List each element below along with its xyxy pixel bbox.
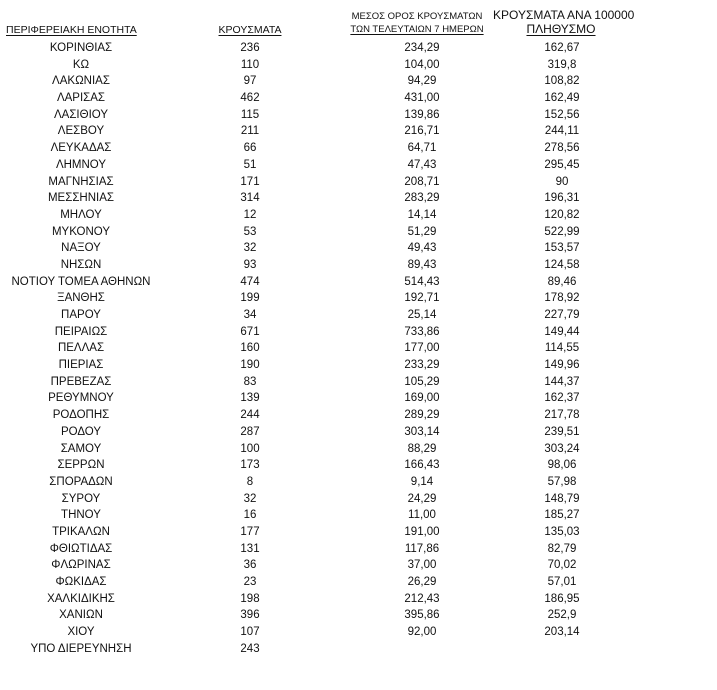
table-row xyxy=(0,290,717,307)
table-row xyxy=(0,357,717,374)
table-row xyxy=(0,140,717,157)
avg-7-days-cell: 289,29 xyxy=(404,409,440,422)
header-per-100000 xyxy=(493,8,635,36)
cases-cell: 139 xyxy=(240,392,260,405)
cases-cell: 236 xyxy=(240,42,260,54)
header-per-line1: ΚΡΟΥΣΜΑΤΑ ΑΝΑ 100000 xyxy=(493,8,635,22)
region-cell: ΛΕΣΒΟΥ xyxy=(57,125,105,138)
region-cell: ΠΕΙΡΑΙΩΣ xyxy=(54,325,108,338)
table-row xyxy=(0,40,717,57)
avg-7-days-cell: 514,43 xyxy=(404,275,440,288)
region-cell: ΠΕΛΛΑΣ xyxy=(57,342,105,355)
region-cell: ΛΑΡΙΣΑΣ xyxy=(56,92,106,105)
cases-cell: 287 xyxy=(240,425,260,438)
region-cell: ΡΟΔΟΥ xyxy=(60,425,102,438)
region-cell: ΛΑΚΩΝΙΑΣ xyxy=(52,75,110,88)
table-row xyxy=(0,424,717,441)
region-cell: ΠΑΡΟΥ xyxy=(61,309,101,321)
avg-7-days-cell: 166,43 xyxy=(404,459,440,472)
region-cell: ΧΑΝΙΩΝ xyxy=(59,609,103,622)
per-100000-cell: 185,27 xyxy=(544,509,580,522)
table-row xyxy=(0,641,717,658)
cases-cell: 211 xyxy=(240,125,260,138)
region-cell: ΧΙΟΥ xyxy=(67,626,95,639)
cases-cell: 23 xyxy=(243,576,257,588)
per-100000-cell: 178,92 xyxy=(544,292,580,305)
cases-cell: 198 xyxy=(240,592,260,605)
cases-cell: 36 xyxy=(243,559,257,572)
cases-cell: 51 xyxy=(243,158,257,171)
per-100000-cell: 152,56 xyxy=(544,108,580,121)
table-row xyxy=(0,307,717,324)
per-100000-cell: 90 xyxy=(555,175,569,188)
cases-cell: 100 xyxy=(240,442,260,455)
region-cell: ΛΑΣΙΘΙΟΥ xyxy=(53,108,109,121)
region-cell: ΤΡΙΚΑΛΩΝ xyxy=(52,525,110,538)
table-row xyxy=(0,574,717,591)
table-row xyxy=(0,374,717,391)
cases-cell: 110 xyxy=(240,58,260,71)
avg-7-days-cell: 117,86 xyxy=(404,542,440,555)
region-cell: ΣΥΡΟΥ xyxy=(61,492,101,505)
header-avg-7-days xyxy=(326,10,508,36)
avg-7-days-cell: 49,43 xyxy=(407,242,437,255)
table-row xyxy=(0,73,717,90)
region-cell: ΚΟΡΙΝΘΙΑΣ xyxy=(49,42,113,54)
cases-cell: 32 xyxy=(243,492,257,505)
region-cell: ΛΕΥΚΑΔΑΣ xyxy=(50,142,112,155)
per-100000-cell: 162,67 xyxy=(544,42,580,54)
avg-7-days-cell: 208,71 xyxy=(404,175,440,188)
table-row xyxy=(0,107,717,124)
table-row xyxy=(0,507,717,524)
cases-cell: 107 xyxy=(240,626,260,639)
header-region: ΠΕΡΙΦΕΡΕΙΑΚΗ ΕΝΟΤΗΤΑ xyxy=(6,24,137,36)
per-100000-cell: 82,79 xyxy=(547,542,577,555)
avg-7-days-cell: 24,29 xyxy=(407,492,437,505)
region-cell: ΞΑΝΘΗΣ xyxy=(57,292,105,305)
avg-7-days-cell: 11,00 xyxy=(408,509,436,522)
region-cell: ΦΘΙΩΤΙΔΑΣ xyxy=(49,542,113,555)
per-100000-cell: 217,78 xyxy=(544,409,580,422)
header-per-line2: ΠΛΗΘΥΣΜΟ xyxy=(526,22,596,36)
avg-7-days-cell: 191,00 xyxy=(404,525,440,538)
table-row xyxy=(0,557,717,574)
table-row xyxy=(0,240,717,257)
cases-cell: 671 xyxy=(240,325,260,338)
region-cell: ΧΑΛΚΙΔΙΚΗΣ xyxy=(47,592,115,605)
region-cell: ΜΗΛΟΥ xyxy=(60,208,102,221)
per-100000-cell: 303,24 xyxy=(544,442,580,455)
avg-7-days-cell: 303,14 xyxy=(404,425,440,438)
table-row xyxy=(0,441,717,458)
per-100000-cell: 148,79 xyxy=(544,492,580,505)
table-row xyxy=(0,457,717,474)
cases-cell: 173 xyxy=(240,459,260,472)
table-row xyxy=(0,407,717,424)
per-100000-cell: 120,82 xyxy=(544,208,580,221)
avg-7-days-cell: 283,29 xyxy=(404,192,440,205)
table-row xyxy=(0,90,717,107)
region-cell: ΣΑΜΟΥ xyxy=(60,442,102,455)
avg-7-days-cell: 26,29 xyxy=(407,576,437,588)
table-row xyxy=(0,491,717,508)
avg-7-days-cell: 733,86 xyxy=(404,325,440,338)
per-100000-cell: 244,11 xyxy=(544,125,580,138)
table-row xyxy=(0,340,717,357)
cases-cell: 83 xyxy=(243,375,257,388)
table-row xyxy=(0,591,717,608)
table-row xyxy=(0,57,717,74)
per-100000-cell: 98,06 xyxy=(547,459,577,472)
per-100000-cell: 108,82 xyxy=(544,75,580,88)
region-cell: ΛΗΜΝΟΥ xyxy=(55,158,107,171)
table-row xyxy=(0,174,717,191)
cases-cell: 115 xyxy=(240,108,260,121)
region-cell: ΣΠΟΡΑΔΩΝ xyxy=(49,475,113,488)
cases-cell: 16 xyxy=(243,509,257,522)
region-cell: ΜΑΓΝΗΣΙΑΣ xyxy=(48,175,114,188)
cases-cell: 199 xyxy=(240,292,260,305)
header-avg-line1: ΜΕΣΟΣ ΟΡΟΣ ΚΡΟΥΣΜΑΤΩΝ xyxy=(351,11,483,22)
cases-cell: 314 xyxy=(240,192,260,205)
region-cell: ΝΟΤΙΟΥ ΤΟΜΕΑ ΑΘΗΝΩΝ xyxy=(11,275,151,288)
avg-7-days-cell: 105,29 xyxy=(404,375,440,388)
region-cell: ΚΩ xyxy=(72,58,90,71)
per-100000-cell: 295,45 xyxy=(544,158,580,171)
avg-7-days-cell: 9,14 xyxy=(410,475,434,488)
table-row xyxy=(0,157,717,174)
cases-cell: 396 xyxy=(240,609,260,622)
per-100000-cell: 252,9 xyxy=(547,609,577,622)
per-100000-cell: 319,8 xyxy=(547,58,577,71)
table-row xyxy=(0,224,717,241)
per-100000-cell: 227,79 xyxy=(544,309,580,321)
cases-cell: 160 xyxy=(240,342,260,355)
per-100000-cell: 153,57 xyxy=(544,242,580,255)
avg-7-days-cell: 47,43 xyxy=(407,158,437,171)
table-row xyxy=(0,607,717,624)
cases-cell: 190 xyxy=(240,359,260,372)
per-100000-cell: 124,58 xyxy=(544,258,580,271)
avg-7-days-cell: 64,71 xyxy=(407,142,437,155)
region-cell: ΠΙΕΡΙΑΣ xyxy=(58,359,104,372)
avg-7-days-cell: 25,14 xyxy=(407,309,437,321)
avg-7-days-cell: 104,00 xyxy=(404,58,440,71)
per-100000-cell: 89,46 xyxy=(547,275,577,288)
table-row xyxy=(0,190,717,207)
per-100000-cell: 135,03 xyxy=(544,525,580,538)
avg-7-days-cell: 14,14 xyxy=(407,208,437,221)
per-100000-cell: 57,98 xyxy=(547,475,577,488)
cases-cell: 66 xyxy=(243,142,257,155)
region-cell: ΝΗΣΩΝ xyxy=(60,258,102,271)
cases-cell: 53 xyxy=(243,225,257,238)
cases-cell: 244 xyxy=(240,409,260,422)
avg-7-days-cell: 177,00 xyxy=(404,342,440,355)
avg-7-days-cell: 192,71 xyxy=(404,292,440,305)
per-100000-cell: 144,37 xyxy=(544,375,580,388)
region-cell: ΡΟΔΟΠΗΣ xyxy=(52,409,110,422)
cases-cell: 8 xyxy=(246,475,254,488)
per-100000-cell: 162,37 xyxy=(544,392,580,405)
avg-7-days-cell: 92,00 xyxy=(407,626,437,639)
cases-cell: 93 xyxy=(243,258,257,271)
per-100000-cell: 114,55 xyxy=(544,342,580,355)
cases-cell: 97 xyxy=(243,75,257,88)
region-cell: ΥΠΟ ΔΙΕΡΕΥΝΗΣΗ xyxy=(30,642,132,655)
header-avg-line2: ΤΩΝ ΤΕΛΕΥΤΑΙΩΝ 7 ΗΜΕΡΩΝ xyxy=(350,24,484,35)
region-cell: ΡΕΘΥΜΝΟΥ xyxy=(48,392,114,405)
per-100000-cell: 196,31 xyxy=(544,192,580,205)
avg-7-days-cell: 233,29 xyxy=(404,359,440,372)
region-cell: ΦΩΚΙΔΑΣ xyxy=(55,576,107,588)
header-cases: ΚΡΟΥΣΜΑΤΑ xyxy=(218,24,282,36)
avg-7-days-cell: 431,00 xyxy=(404,92,440,105)
per-100000-cell: 239,51 xyxy=(544,425,580,438)
avg-7-days-cell: 212,43 xyxy=(404,592,440,605)
avg-7-days-cell: 88,29 xyxy=(407,442,437,455)
per-100000-cell: 57,01 xyxy=(547,576,577,588)
region-cell: ΣΕΡΡΩΝ xyxy=(57,459,105,472)
table-body xyxy=(0,40,717,657)
table-row xyxy=(0,624,717,641)
per-100000-cell: 149,96 xyxy=(544,359,580,372)
per-100000-cell: 70,02 xyxy=(547,559,577,572)
avg-7-days-cell: 139,86 xyxy=(404,108,440,121)
table-row xyxy=(0,524,717,541)
avg-7-days-cell: 169,00 xyxy=(404,392,440,405)
table-row xyxy=(0,474,717,491)
table-row xyxy=(0,274,717,291)
avg-7-days-cell: 216,71 xyxy=(404,125,440,138)
cases-cell: 462 xyxy=(240,92,260,105)
avg-7-days-cell: 395,86 xyxy=(404,609,440,622)
table-row xyxy=(0,257,717,274)
region-cell: ΦΛΩΡΙΝΑΣ xyxy=(51,559,111,572)
per-100000-cell: 203,14 xyxy=(544,626,580,639)
avg-7-days-cell: 51,29 xyxy=(407,225,437,238)
per-100000-cell: 522,99 xyxy=(544,225,580,238)
per-100000-cell: 186,95 xyxy=(544,592,580,605)
table-row xyxy=(0,390,717,407)
region-cell: ΤΗΝΟΥ xyxy=(61,509,101,522)
table-row xyxy=(0,541,717,558)
avg-7-days-cell: 234,29 xyxy=(404,42,440,54)
cases-cell: 243 xyxy=(240,642,260,655)
avg-7-days-cell: 89,43 xyxy=(407,258,437,271)
per-100000-cell: 278,56 xyxy=(544,142,580,155)
cases-cell: 177 xyxy=(240,525,260,538)
table-row xyxy=(0,324,717,341)
cases-cell: 34 xyxy=(243,309,257,321)
per-100000-cell: 162,49 xyxy=(544,92,580,105)
avg-7-days-cell: 94,29 xyxy=(407,75,437,88)
table-row xyxy=(0,207,717,224)
cases-cell: 474 xyxy=(240,275,260,288)
region-cell: ΜΕΣΣΗΝΙΑΣ xyxy=(47,192,115,205)
table-row xyxy=(0,123,717,140)
avg-7-days-cell: 37,00 xyxy=(407,559,437,572)
cases-cell: 131 xyxy=(240,542,260,555)
region-cell: ΝΑΞΟΥ xyxy=(61,242,101,255)
cases-cell: 171 xyxy=(240,175,260,188)
region-cell: ΜΥΚΟΝΟΥ xyxy=(51,225,111,238)
per-100000-cell: 149,44 xyxy=(544,325,580,338)
cases-cell: 32 xyxy=(243,242,257,255)
region-cell: ΠΡΕΒΕΖΑΣ xyxy=(50,375,112,388)
cases-cell: 12 xyxy=(243,208,257,221)
